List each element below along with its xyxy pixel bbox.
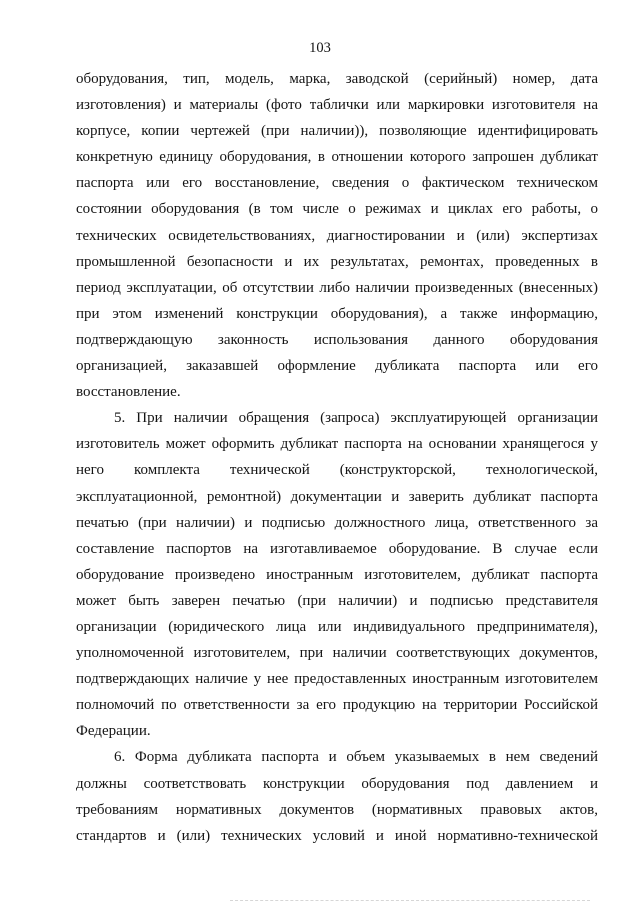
text-line: период эксплуатации, об отсутствии либо наличии произведенных (внесенных): [76, 279, 598, 296]
text-line: состоянии оборудования (в том числе о режимах и циклах его работы, о: [76, 201, 598, 218]
text-line: корпусе, копии чертежей (при наличии)), позволяющие идентифицировать: [76, 123, 598, 140]
page-number: 103: [309, 40, 331, 56]
text-line: 5. При наличии обращения (запроса) эксплуатирующей организации: [114, 410, 598, 427]
text-line: паспорта или его восстановление, сведения о фактическом техническом: [76, 175, 598, 192]
text-line: конкретную единицу оборудования, в отношении которого запрошен дубликат: [76, 149, 598, 166]
text-line: организацией, заказавшей оформление дубликата паспорта или его: [76, 358, 598, 375]
text-line: 6. Форма дубликата паспорта и объем указываемых в нем сведений: [114, 749, 598, 766]
text-line: Федерации.: [76, 723, 151, 740]
text-line: при этом изменений конструкции оборудования), а также информацию,: [76, 305, 598, 322]
text-line: оборудования, тип, модель, марка, заводской (серийный) номер, дата: [76, 71, 598, 87]
scan-edge-artifact: [230, 900, 590, 901]
text-line: требованиям нормативных документов (нормативных правовых актов,: [76, 801, 598, 818]
text-line: промышленной безопасности и их результатах, ремонтах, проведенных в: [76, 253, 598, 270]
text-line: печатью (при наличии) и подписью должностного лица, ответственного за: [76, 514, 598, 531]
text-line: стандартов и (или) технических условий и иной нормативно-технической: [76, 827, 598, 844]
body-text: [76, 66, 598, 849]
text-line: изготовления) и материалы (фото таблички или маркировки изготовителя на: [76, 97, 598, 114]
text-line: может быть заверен печатью (при наличии) и подписью представителя: [76, 592, 598, 609]
text-line: подтверждающих наличие у нее предоставленных иностранным изготовителем: [76, 671, 598, 688]
text-line: изготовитель может оформить дубликат паспорта на основании хранящегося у: [76, 436, 598, 453]
text-line: эксплуатационной, ремонтной) документации и заверить дубликат паспорта: [76, 488, 598, 505]
text-line: оборудование произведено иностранным изготовителем, дубликат паспорта: [76, 566, 598, 583]
text-line: должны соответствовать конструкции оборудования под давлением и: [76, 775, 598, 792]
text-line: него комплекта технической (конструкторской, технологической,: [76, 462, 598, 479]
text-line: технических освидетельствованиях, диагностировании и (или) экспертизах: [76, 227, 598, 244]
text-line: полномочий по ответственности за его продукцию на территории Российской: [76, 697, 598, 714]
text-line: подтверждающую законность использования данного оборудования: [76, 331, 598, 348]
text-line: восстановление.: [76, 384, 181, 401]
text-line: составление паспортов на изготавливаемое оборудование. В случае если: [76, 540, 598, 557]
text-line: организации (юридического лица или индивидуального предпринимателя),: [76, 618, 598, 635]
text-line: уполномоченной изготовителем, при наличии соответствующих документов,: [76, 645, 598, 662]
